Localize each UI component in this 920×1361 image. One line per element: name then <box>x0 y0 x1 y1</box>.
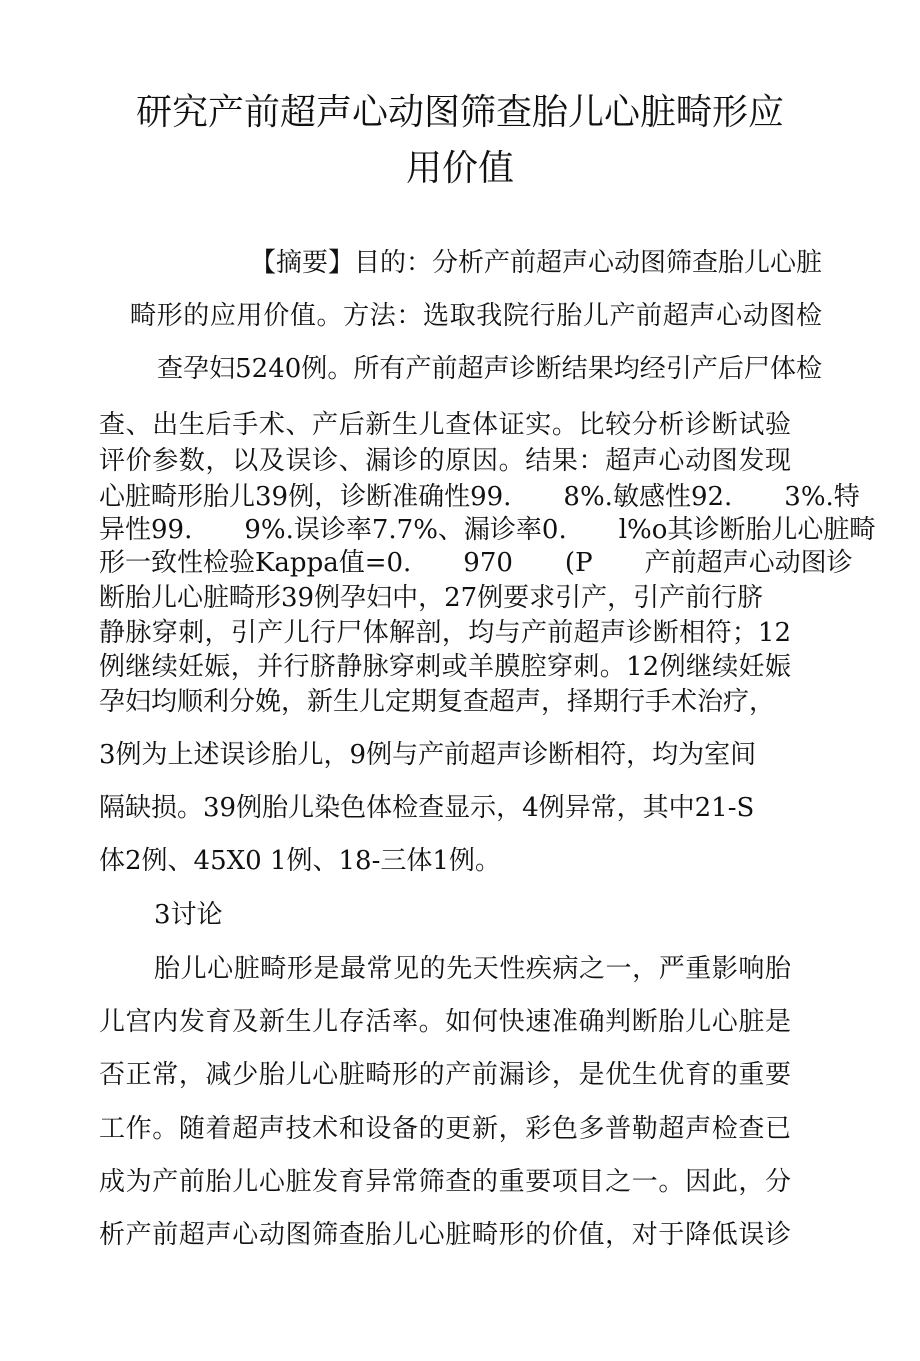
abstract-line: 3例为上述误诊胎儿，9例与产前超声诊断相符，均为室间 <box>99 740 757 770</box>
discussion-line: 析产前超声心动图筛查胎儿心脏畸形的价值，对于降低误诊 <box>99 1220 791 1250</box>
abstract-line: 静脉穿刺，引产儿行尸体解剖，均与产前超声诊断相符；12 <box>99 618 791 648</box>
discussion-line: 工作。随着超声技术和设备的更新，彩色多普勒超声检查已 <box>99 1114 791 1144</box>
abstract-line: 查、出生后手术、产后新生儿查体证实。比较分析诊断试验 <box>99 410 791 440</box>
abstract-line: 例继续妊娠，并行脐静脉穿刺或羊膜腔穿刺。12例继续妊娠 <box>99 652 791 682</box>
abstract-line: 异性99. 9%.误诊率7.7%、漏诊率0. l%o其诊断胎儿心脏畸 <box>99 515 876 545</box>
discussion-line: 成为产前胎儿心脏发育异常筛查的重要项目之一。因此，分 <box>99 1167 791 1197</box>
abstract-line: 隔缺损。39例胎儿染色体检查显示，4例异常，其中21-S <box>99 793 755 823</box>
section-heading: 3讨论 <box>154 900 223 930</box>
document-title-line-1: 研究产前超声心动图筛查胎儿心脏畸形应 <box>135 92 784 133</box>
discussion-line: 否正常，减少胎儿心脏畸形的产前漏诊，是优生优育的重要 <box>99 1060 791 1090</box>
discussion-line: 儿宫内发育及新生儿存活率。如何快速准确判断胎儿心脏是 <box>99 1007 791 1037</box>
abstract-line: 体2例、45X0 1例、18-三体1例。 <box>99 846 501 876</box>
abstract-line: 孕妇均顺利分娩，新生儿定期复查超声，择期行手术治疗， <box>99 687 776 717</box>
abstract-line: 心脏畸形胎儿39例，诊断准确性99. 8%.敏感性92. 3%.特 <box>99 482 860 512</box>
abstract-line: 断胎儿心脏畸形39例孕妇中，27例要求引产，引产前行脐 <box>99 583 764 613</box>
abstract-line: 形一致性检验Kappa值=0. 970 (P 产前超声心动图诊 <box>99 548 853 578</box>
abstract-line: 查孕妇5240例。所有产前超声诊断结果均经引产后尸体检 <box>157 354 822 384</box>
discussion-line: 胎儿心脏畸形是最常见的先天性疾病之一，严重影响胎 <box>154 954 791 984</box>
document-title-line-2: 用价值 <box>405 148 514 189</box>
abstract-line: 评价参数，以及误诊、漏诊的原因。结果：超声心动图发现 <box>99 446 791 476</box>
abstract-line: 畸形的应用价值。方法：选取我院行胎儿产前超声心动图检 <box>130 301 822 331</box>
abstract-line: 【摘要】目的：分析产前超声心动图筛查胎儿心脏 <box>249 248 822 278</box>
